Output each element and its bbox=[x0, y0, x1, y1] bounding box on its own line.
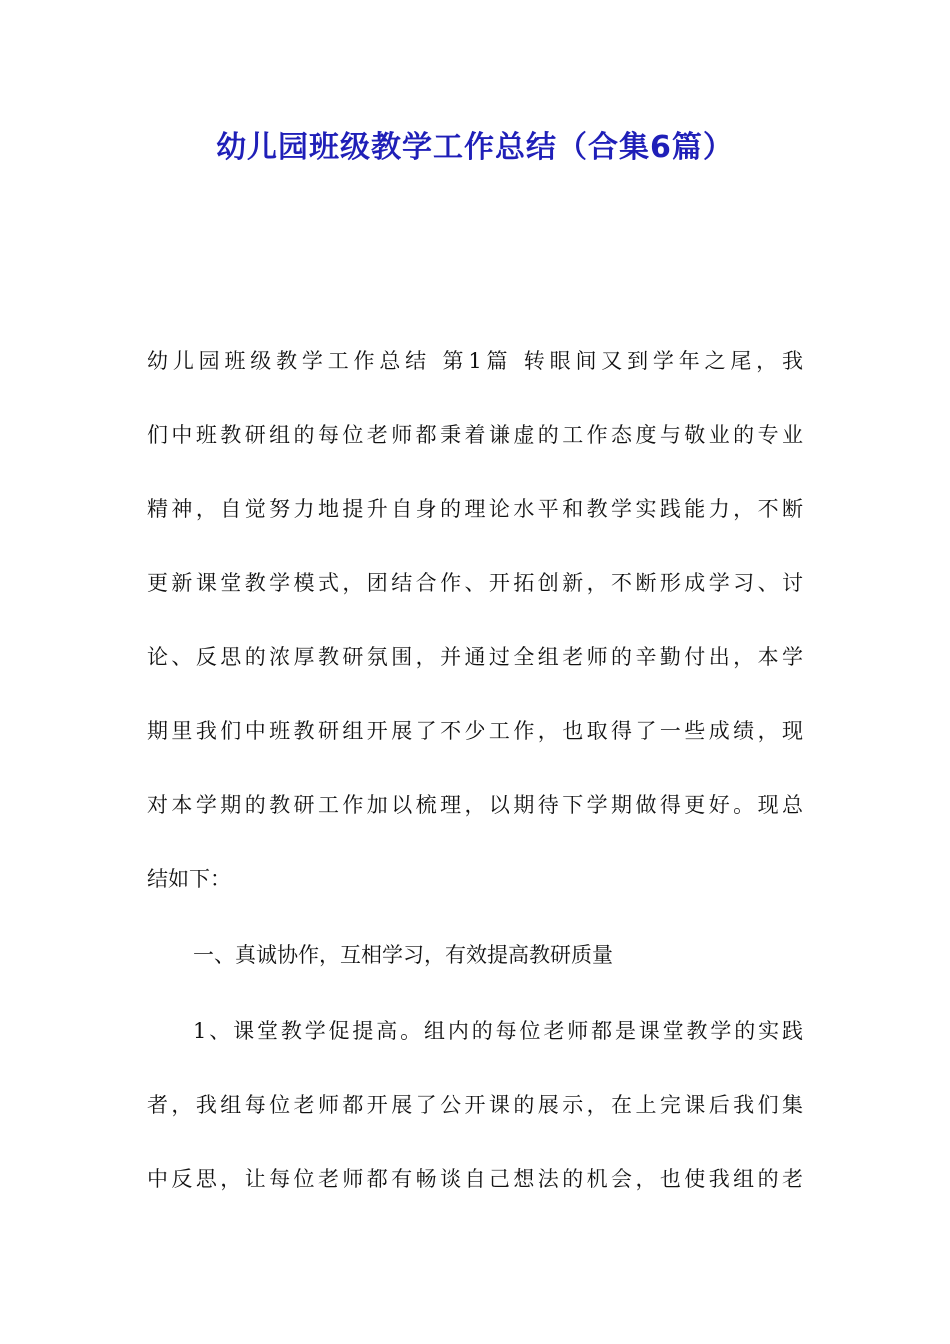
paragraph-line: 期里我们中班教研组开展了不少工作，也取得了一些成绩，现 bbox=[147, 719, 803, 743]
paragraph-line: 论、反思的浓厚教研氛围，并通过全组老师的辛勤付出，本学 bbox=[147, 645, 803, 669]
section-heading: 一、真诚协作，互相学习，有效提高教研质量 bbox=[193, 943, 613, 967]
paragraph-line: 们中班教研组的每位老师都秉着谦虚的工作态度与敬业的专业 bbox=[147, 423, 803, 447]
paragraph-line: 结如下： bbox=[147, 867, 231, 891]
paragraph-line: 者，我组每位老师都开展了公开课的展示，在上完课后我们集 bbox=[147, 1093, 803, 1117]
paragraph-line: 对本学期的教研工作加以梳理，以期待下学期做得更好。现总 bbox=[147, 793, 803, 817]
paragraph-line: 1、课堂教学促提高。组内的每位老师都是课堂教学的实践 bbox=[193, 1019, 803, 1043]
paragraph-line: 更新课堂教学模式，团结合作、开拓创新，不断形成学习、讨 bbox=[147, 571, 803, 595]
document-title: 幼儿园班级教学工作总结（合集6篇） bbox=[216, 130, 734, 165]
paragraph-line: 精神，自觉努力地提升自身的理论水平和教学实践能力，不断 bbox=[147, 497, 803, 521]
paragraph-line: 幼儿园班级教学工作总结 第1篇 转眼间又到学年之尾，我 bbox=[147, 349, 803, 373]
paragraph-line: 中反思，让每位老师都有畅谈自己想法的机会，也使我组的老 bbox=[147, 1167, 803, 1191]
